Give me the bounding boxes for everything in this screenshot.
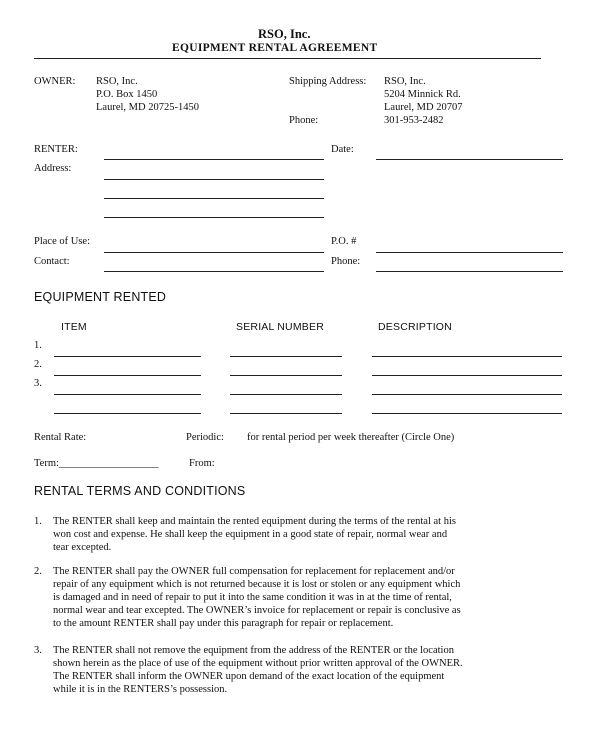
row-number-1: 1. xyxy=(34,340,42,351)
shipping-name: RSO, Inc. xyxy=(384,76,426,87)
contact-field[interactable] xyxy=(104,271,324,272)
shipping-phone-label: Phone: xyxy=(289,115,319,126)
owner-address-line1: P.O. Box 1450 xyxy=(96,89,158,100)
item-field-3[interactable] xyxy=(54,394,201,395)
serial-field-2[interactable] xyxy=(230,375,342,376)
periodic-text: for rental period per week thereafter (Circle One) xyxy=(247,432,455,443)
description-field-4[interactable] xyxy=(372,413,562,414)
column-header-serial-number: SERIAL NUMBER xyxy=(236,321,324,333)
address-field-line2[interactable] xyxy=(104,198,324,199)
owner-name: RSO, Inc. xyxy=(96,76,138,87)
item-field-4[interactable] xyxy=(54,413,201,414)
renter-phone-field[interactable] xyxy=(376,271,563,272)
description-field-1[interactable] xyxy=(372,356,562,357)
serial-field-1[interactable] xyxy=(230,356,342,357)
term-text: The RENTER shall not remove the equipment from the address of the RENTER or the location shown herein as the place of use of the equipment without prior written approval of the OWNER. The RENTER shall inform the OWNER upon demand of the exact location of the equipment while it is in the RENTERS’s possession. xyxy=(53,645,463,695)
column-header-description: DESCRIPTION xyxy=(378,321,452,333)
row-number-3: 3. xyxy=(34,378,42,389)
row-number-2: 2. xyxy=(34,359,42,370)
renter-phone-label: Phone: xyxy=(331,256,361,267)
equipment-heading: EQUIPMENT RENTED xyxy=(34,290,167,304)
column-header-item: ITEM xyxy=(61,321,87,333)
owner-label: OWNER: xyxy=(34,76,76,87)
term-item-1 xyxy=(34,515,554,554)
owner-address-line2: Laurel, MD 20725-1450 xyxy=(96,102,199,113)
item-field-2[interactable] xyxy=(54,375,201,376)
address-field-line3[interactable] xyxy=(104,217,324,218)
description-field-2[interactable] xyxy=(372,375,562,376)
shipping-address-line1: 5204 Minnick Rd. xyxy=(384,89,461,100)
term-text: The RENTER shall keep and maintain the rented equipment during the terms of the rental at his won cost and expense. He shall keep the equipment in a good state of repair, normal wear and tear excepted. xyxy=(53,516,456,553)
po-number-label: P.O. # xyxy=(331,236,357,247)
rental-rate-label: Rental Rate: xyxy=(34,432,87,443)
renter-field[interactable] xyxy=(104,159,324,160)
periodic-label: Periodic: xyxy=(186,432,224,443)
address-label: Address: xyxy=(34,163,72,174)
term-number: 2. xyxy=(34,566,42,577)
shipping-address-line2: Laurel, MD 20707 xyxy=(384,102,463,113)
description-field-3[interactable] xyxy=(372,394,562,395)
from-label: From: xyxy=(189,458,215,469)
term-number: 1. xyxy=(34,516,42,527)
renter-label: RENTER: xyxy=(34,144,78,155)
serial-field-3[interactable] xyxy=(230,394,342,395)
document-title: EQUIPMENT RENTAL AGREEMENT xyxy=(172,42,378,54)
term-label[interactable]: Term:___________________ xyxy=(34,458,159,469)
place-of-use-label: Place of Use: xyxy=(34,236,90,247)
date-label: Date: xyxy=(331,144,354,155)
terms-heading: RENTAL TERMS AND CONDITIONS xyxy=(34,484,246,498)
term-item-2 xyxy=(34,565,554,630)
date-field[interactable] xyxy=(376,159,563,160)
shipping-label: Shipping Address: xyxy=(289,76,367,87)
item-field-1[interactable] xyxy=(54,356,201,357)
shipping-phone: 301-953-2482 xyxy=(384,115,444,126)
po-number-field[interactable] xyxy=(376,252,563,253)
term-text: The RENTER shall pay the OWNER full compensation for replacement for replacement and/or repair of any equipment which is not returned because it is lost or stolen or any equipment which is damaged and in need of repair to put it into the same condition it was in at the time of rental, normal wear and tear excepted. The OWNER’s invoice for replacement or repair is conclusive as to the amount RENTER shall pay under this paragraph for repair or replacement. xyxy=(53,566,461,629)
place-of-use-field[interactable] xyxy=(104,252,324,253)
company-title: RSO, Inc. xyxy=(258,27,311,41)
address-field-line1[interactable] xyxy=(104,179,324,180)
header-rule xyxy=(34,58,541,59)
term-number: 3. xyxy=(34,645,42,656)
serial-field-4[interactable] xyxy=(230,413,342,414)
contact-label: Contact: xyxy=(34,256,70,267)
term-item-3 xyxy=(34,644,554,696)
